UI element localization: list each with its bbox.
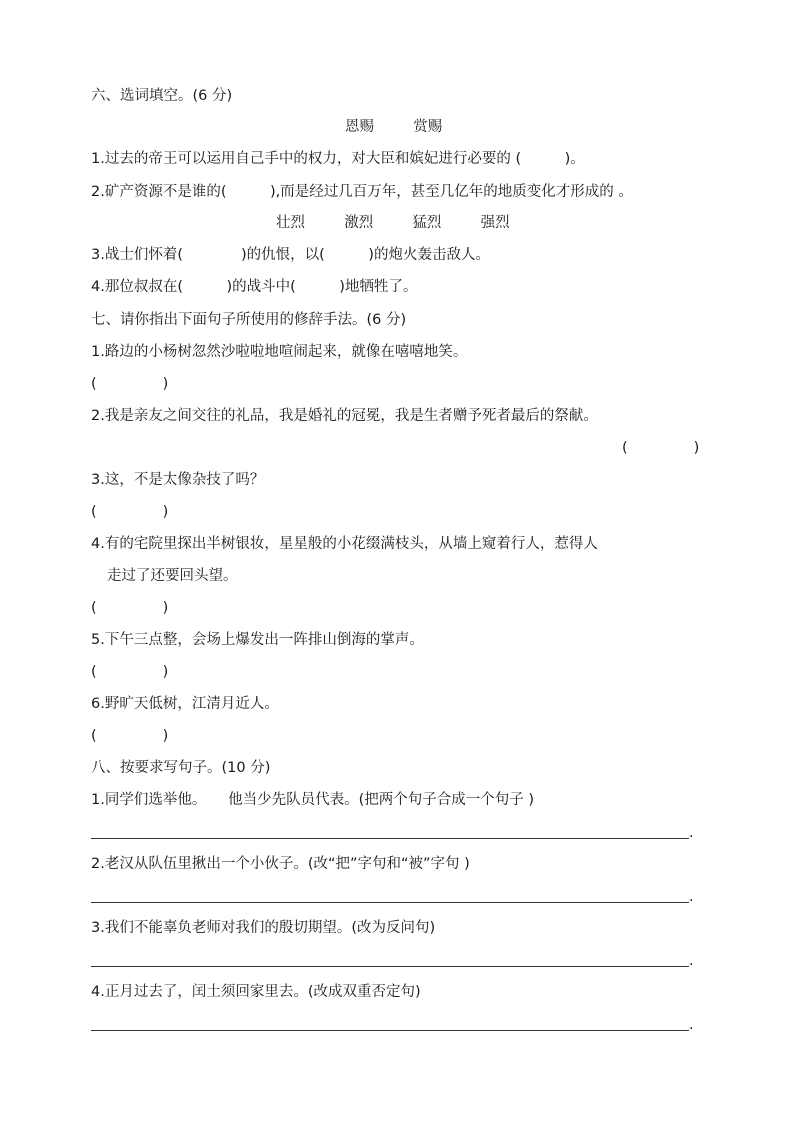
- answer-line[interactable]: [91, 902, 689, 903]
- answer-parens: ( ): [91, 600, 169, 616]
- answer-parens: ( ): [91, 664, 169, 680]
- s8-question-1: 1.同学们选举他。 他当少先队员代表。(把两个句子合成一个句子 ): [91, 792, 535, 808]
- s6-question-4: 4.那位叔叔在( )的战斗中( )地牺牲了。: [91, 279, 418, 295]
- s8-question-3: 3.我们不能辜负老师对我们的殷切期望。(改为反问句): [91, 920, 436, 936]
- s6-question-1: 1.过去的帝王可以运用自己手中的权力，对大臣和嫔妃进行必要的 ( )。: [91, 151, 585, 167]
- s7-question-3: 3.这，不是太像杂技了吗？: [91, 472, 265, 488]
- end-mark: .: [689, 889, 694, 905]
- answer-line[interactable]: [91, 1030, 689, 1031]
- s7-question-1: 1.路边的小杨树忽然沙啦啦地喧闹起来，就像在嘻嘻地笑。: [91, 344, 468, 360]
- end-mark: .: [689, 953, 694, 969]
- section-6-heading: 六、选词填空。(6 分): [91, 88, 233, 104]
- word-bank-a: [345, 117, 442, 137]
- word-option: 激烈: [344, 215, 374, 231]
- word-option: 壮烈: [276, 215, 305, 231]
- s7-question-2: 2.我是亲友之间交往的礼品，我是婚礼的冠冕，我是生者赠予死者最后的祭献。: [91, 408, 598, 424]
- word-option: 恩赐: [345, 119, 374, 135]
- s7-question-4-line-1: 4.有的宅院里探出半树银妆，星星般的小花缀满枝头，从墙上窥着行人，惹得人: [91, 536, 598, 552]
- s7-question-5: 5.下午三点整，会场上爆发出一阵排山倒海的掌声。: [91, 632, 424, 648]
- s7-question-4-line-2: 走过了还要回头望。: [107, 568, 238, 584]
- word-bank-b: [276, 213, 510, 233]
- s6-question-2: 2.矿产资源不是谁的( ),而是经过几百万年，甚至几亿年的地质变化才形成的 。: [91, 184, 633, 200]
- word-option: 赏赐: [413, 119, 443, 135]
- answer-line[interactable]: [91, 838, 689, 839]
- answer-parens: ( ): [91, 376, 169, 392]
- section-7-heading: 七、请你指出下面句子所使用的修辞手法。(6 分): [91, 312, 407, 328]
- s8-question-4: 4.正月过去了，闰土须回家里去。(改成双重否定句): [91, 984, 421, 1000]
- end-mark: .: [689, 1017, 694, 1033]
- answer-parens: ( ): [91, 504, 169, 520]
- section-8-heading: 八、按要求写句子。(10 分): [91, 760, 271, 776]
- word-option: 强烈: [480, 215, 510, 231]
- answer-line[interactable]: [91, 966, 689, 967]
- end-mark: .: [689, 825, 694, 841]
- s8-question-2: 2.老汉从队伍里揪出一个小伙子。(改“把”字句和“被”字句 ): [91, 856, 470, 872]
- s7-question-6: 6.野旷天低树，江清月近人。: [91, 696, 279, 712]
- word-option: 猛烈: [412, 215, 442, 231]
- s6-question-3: 3.战士们怀着( )的仇恨，以( )的炮火轰击敌人。: [91, 247, 490, 263]
- answer-parens: ( ): [622, 440, 700, 456]
- answer-parens: ( ): [91, 728, 169, 744]
